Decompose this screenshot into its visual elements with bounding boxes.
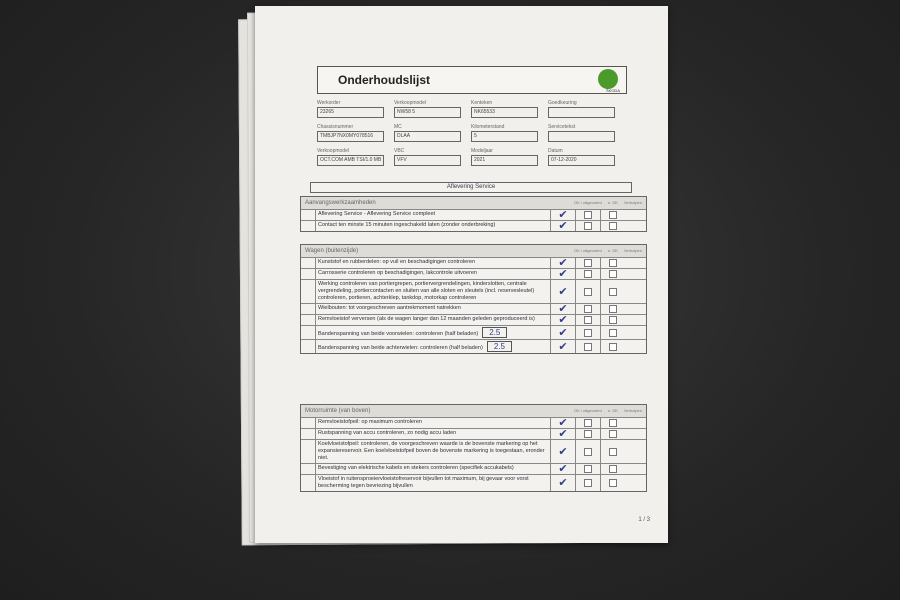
checkmark-icon: ✔ (550, 304, 575, 314)
info-field-label: VBC (394, 148, 405, 154)
checklist-row (301, 315, 646, 326)
info-field-label: Kilometerstand (471, 124, 505, 130)
info-field-label: Modeljaar (471, 148, 493, 154)
column-header: Verholpen (623, 248, 642, 253)
info-field-label: MC (394, 124, 402, 130)
checklist-row (301, 340, 646, 353)
column-header: n. OK (607, 200, 618, 205)
info-field (548, 124, 615, 148)
checklist-item-text (315, 475, 550, 491)
handwritten-pressure: 2.5 (482, 327, 507, 338)
info-field-label: Goedkeuring (548, 100, 577, 106)
column-headers (568, 405, 642, 417)
checklist-item-text (315, 304, 550, 314)
block-title: Motorruimte (van boven) (305, 408, 371, 414)
column-headers (568, 245, 642, 257)
checkbox (575, 429, 600, 439)
item-label: Carrosserie controleren op beschadigingen, lakcontrole uitvoeren (318, 270, 477, 276)
checklist-block (300, 244, 647, 354)
checkbox (575, 221, 600, 231)
info-field-value: NK65533 (471, 107, 538, 118)
logo-text: ŠKODA (605, 88, 620, 93)
info-field (471, 124, 538, 148)
column-header: OK / uitgevoerd (573, 248, 602, 253)
item-label: Bevestiging van elektrische kabels en stekers controleren (specifiek accukabels) (318, 465, 514, 471)
info-field-value: 23265 (317, 107, 384, 118)
checkbox (600, 464, 625, 474)
info-field-value: OCT.COM AMB TSI/1.0 MB (317, 155, 384, 166)
block-header (301, 197, 646, 210)
checkmark-icon: ✔ (550, 210, 575, 220)
column-header: n. OK (607, 408, 618, 413)
checklist-row (301, 269, 646, 280)
document-header (317, 66, 627, 94)
checklist-block (300, 196, 647, 232)
column-header: OK / uitgevoerd (573, 200, 602, 205)
checklist-item-text (315, 258, 550, 268)
checklist-row (301, 475, 646, 491)
column-header: Verholpen (623, 408, 642, 413)
checkbox (575, 304, 600, 314)
checklist-item-text (315, 418, 550, 428)
checklist-row (301, 210, 646, 221)
page-number: 1 / 3 (638, 517, 650, 523)
checkbox (600, 258, 625, 268)
block-title: Aanvangswerkzaamheden (305, 200, 376, 206)
checklist-item-text (315, 280, 550, 303)
info-field-label: Verkoopmodel (394, 100, 426, 106)
checkbox (600, 429, 625, 439)
item-label: Remvloeistof verversen (als de wagen langer dan 12 maanden geleden geproduceerd is) (318, 316, 535, 322)
info-field-value: 2021 (471, 155, 538, 166)
item-label: Bandenspanning van beide achterwielen: controleren (half beladen) (318, 345, 483, 351)
checkmark-icon: ✔ (550, 315, 575, 325)
info-field (394, 148, 461, 172)
checkmark-icon: ✔ (550, 326, 575, 339)
checklist-item-text (315, 464, 550, 474)
checklist-row (301, 418, 646, 429)
checkbox (575, 340, 600, 353)
info-field-value (548, 107, 615, 118)
item-label: Aflevering Service - Aflevering Service compleet (318, 211, 436, 217)
checkbox (600, 315, 625, 325)
info-field-value: DLAA (394, 131, 461, 142)
info-row (317, 100, 625, 124)
block-header (301, 245, 646, 258)
checkbox (575, 326, 600, 339)
section-title: Aflevering Service (310, 182, 632, 193)
checkbox (575, 475, 600, 491)
info-field-label: Chassisnummer (317, 124, 354, 130)
checkbox (600, 475, 625, 491)
checkbox (575, 440, 600, 463)
item-label: Koelvloeistofpeil: controleren, de voorgeschreven waarde is de bovenste markering op het expansiereservoir. Een koelvloeistofpeil boven de bovenste markering is toegestaan, eronder niet. (318, 441, 545, 461)
item-label: Rustspanning van accu controleren, zo nodig accu laden (318, 430, 457, 436)
info-field (471, 148, 538, 172)
checklist-row (301, 304, 646, 315)
info-field (548, 100, 615, 124)
checkmark-icon: ✔ (550, 280, 575, 303)
checklist-row (301, 280, 646, 304)
info-field-label: Verkoopmodel (317, 148, 349, 154)
handwritten-pressure: 2.5 (487, 341, 512, 352)
checklist-row (301, 221, 646, 231)
item-label: Kunststof en rubberdelen: op vuil en beschadigingen controleren (318, 259, 476, 265)
checklist-item-text (315, 340, 550, 353)
info-row (317, 148, 625, 172)
info-row (317, 124, 625, 148)
checkbox (575, 464, 600, 474)
item-label: Contact ten minste 15 minuten ingeschakeld laten (zonder onderbreking) (318, 222, 496, 228)
info-field (317, 148, 384, 172)
checkbox (575, 280, 600, 303)
checklist-row (301, 326, 646, 340)
info-field-value: VFV (394, 155, 461, 166)
checklist-item-text (315, 315, 550, 325)
checkmark-icon: ✔ (550, 258, 575, 268)
checkmark-icon: ✔ (550, 269, 575, 279)
info-field-value: NW58 5 (394, 107, 461, 118)
checkbox (600, 440, 625, 463)
info-field-label: Kenteken (471, 100, 493, 106)
block-header (301, 405, 646, 418)
item-label: Vloeistof in ruitensproeiervloeistofreservoir bijvullen tot maximum, bij gevaar voor vorst bescherming tegen bevriezing bijvullen (318, 476, 529, 489)
checkbox (600, 326, 625, 339)
info-field-value: TMBJP7NX0MY078516 (317, 131, 384, 142)
document-title: Onderhoudslijst (338, 73, 431, 87)
checklist-item-text (315, 326, 550, 339)
checkbox (575, 418, 600, 428)
column-header: OK / uitgevoerd (573, 408, 602, 413)
info-field-value (548, 131, 615, 142)
checkbox (575, 210, 600, 220)
item-label: Remvloeistofpeil: op maximum controleren (318, 419, 422, 425)
vehicle-info (317, 100, 625, 172)
checkmark-icon: ✔ (550, 340, 575, 353)
checkbox (600, 221, 625, 231)
checklist-item-text (315, 429, 550, 439)
info-field-label: Datum (548, 148, 563, 154)
item-label: Wielbouten: tot voorgeschreven aantrekmoment natrekken (318, 305, 461, 311)
column-header: n. OK (607, 248, 618, 253)
checklist-item-text (315, 269, 550, 279)
checkbox (600, 280, 625, 303)
info-field (317, 100, 384, 124)
checkbox (600, 340, 625, 353)
block-title: Wagen (buitenzijde) (305, 248, 359, 254)
checkbox (575, 269, 600, 279)
checkbox (600, 210, 625, 220)
info-field-value: 5 (471, 131, 538, 142)
checklist-item-text (315, 210, 550, 220)
info-field-label: Werkorder (317, 100, 341, 106)
checkbox (575, 258, 600, 268)
checkbox (600, 269, 625, 279)
checkmark-icon: ✔ (550, 429, 575, 439)
checkbox (600, 418, 625, 428)
checkmark-icon: ✔ (550, 221, 575, 231)
checkbox (600, 304, 625, 314)
checklist-row (301, 429, 646, 440)
skoda-logo-icon (598, 69, 618, 89)
item-label: Bandenspanning van beide voorwielen: controleren (half beladen) (318, 331, 479, 337)
checklist-row (301, 258, 646, 269)
info-field-label: Servicetekst (548, 124, 576, 130)
info-field (394, 124, 461, 148)
checklist-block (300, 404, 647, 492)
checkmark-icon: ✔ (550, 475, 575, 491)
checkmark-icon: ✔ (550, 440, 575, 463)
item-label: Werking controleren van portiergrepen, portiervergrendelingen, kinderslotten, centrale vergrendeling, portiercontacten en sluiten van alle sloten en sleutels (incl. reservesleutel) controleren, portieren, achterklep, tankdop, motorkap controleren (318, 281, 535, 301)
checklist-row (301, 464, 646, 475)
column-header: Verholpen (623, 200, 642, 205)
checkmark-icon: ✔ (550, 464, 575, 474)
checklist-item-text (315, 221, 550, 231)
info-field-value: 07-12-2020 (548, 155, 615, 166)
info-field (471, 100, 538, 124)
checklist-item-text (315, 440, 550, 463)
info-field (317, 124, 384, 148)
checklist-row (301, 440, 646, 464)
checkbox (575, 315, 600, 325)
checkmark-icon: ✔ (550, 418, 575, 428)
info-field (548, 148, 615, 172)
column-headers (568, 197, 642, 209)
maintenance-document (255, 6, 668, 543)
info-field (394, 100, 461, 124)
